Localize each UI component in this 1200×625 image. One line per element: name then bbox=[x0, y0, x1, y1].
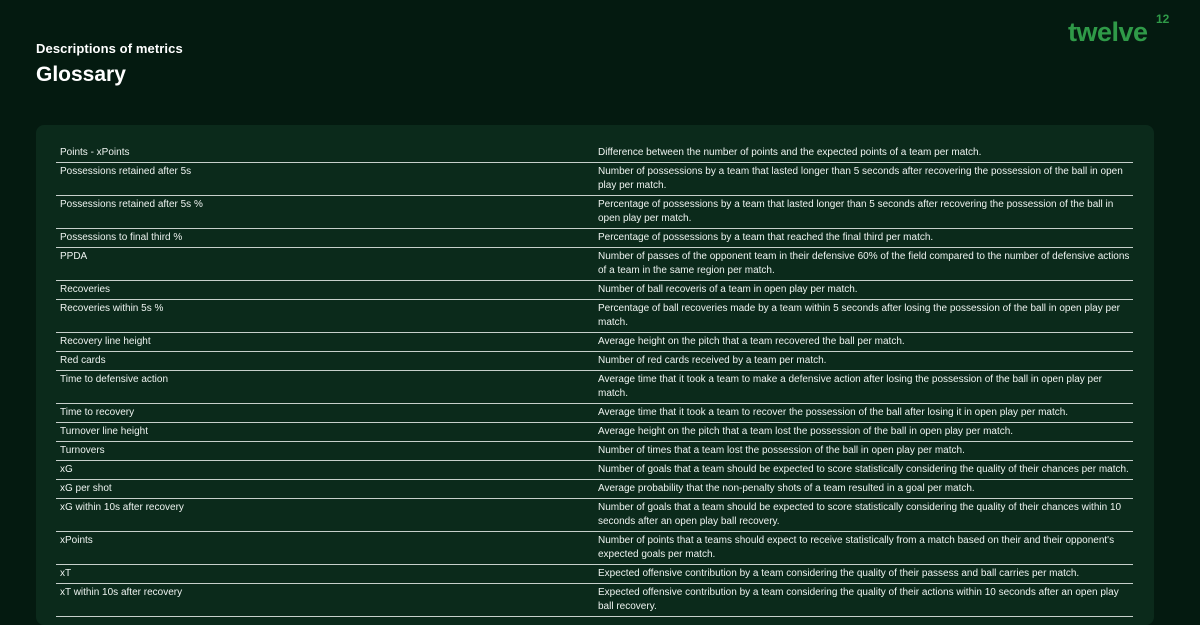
glossary-row bbox=[56, 281, 1133, 300]
metric-term: xT within 10s after recovery bbox=[60, 587, 183, 598]
metric-description: Average time that it took a team to make a defensive action after losing the possession of the ball in open play per match. bbox=[598, 374, 1103, 399]
metric-term: Possessions to final third % bbox=[60, 232, 183, 243]
metric-term: Recoveries within 5s % bbox=[60, 303, 164, 314]
glossary-row bbox=[56, 442, 1133, 461]
metric-description: Average height on the pitch that a team lost the possession of the ball in open play per match. bbox=[598, 426, 1014, 437]
metric-term: Possessions retained after 5s bbox=[60, 166, 192, 177]
metric-description: Number of times that a team lost the possession of the ball in open play per match. bbox=[598, 445, 965, 456]
glossary-row bbox=[56, 300, 1133, 333]
metric-term: Red cards bbox=[60, 355, 106, 366]
glossary-row bbox=[56, 480, 1133, 499]
metric-term: Points - xPoints bbox=[60, 147, 130, 158]
metric-description: Number of goals that a team should be expected to score statistically considering the quality of their chances per match. bbox=[598, 464, 1129, 475]
glossary-row bbox=[56, 229, 1133, 248]
page-subtitle: Descriptions of metrics bbox=[36, 41, 183, 56]
metric-term: Turnovers bbox=[60, 445, 105, 456]
page-title: Glossary bbox=[36, 63, 126, 86]
glossary-row bbox=[56, 404, 1133, 423]
metric-term: PPDA bbox=[60, 251, 88, 262]
metric-term: Recovery line height bbox=[60, 336, 151, 347]
metric-term: Time to recovery bbox=[60, 407, 135, 418]
metric-term: Turnover line height bbox=[60, 426, 149, 437]
logo-wordmark: twelve bbox=[1068, 17, 1148, 47]
glossary-row bbox=[56, 461, 1133, 480]
metric-description: Average height on the pitch that a team recovered the ball per match. bbox=[598, 336, 905, 347]
metric-term: Possessions retained after 5s % bbox=[60, 199, 203, 210]
glossary-row bbox=[56, 144, 1133, 163]
metric-description: Expected offensive contribution by a team considering the quality of their passess and ball carries per match. bbox=[598, 568, 1080, 579]
metric-term: xG within 10s after recovery bbox=[60, 502, 184, 513]
metric-description: Percentage of possessions by a team that lasted longer than 5 seconds after recovering the possession of the ball in open play per match. bbox=[598, 199, 1114, 224]
metric-description: Number of passes of the opponent team in their defensive 60% of the field compared to the number of defensive actions of a team in the same region per match. bbox=[598, 251, 1130, 276]
metric-description: Number of points that a teams should expect to receive statistically from a match based on their and their opponent's expected goals per match. bbox=[598, 535, 1115, 560]
metric-description: Average time that it took a team to recover the possession of the ball after losing it in open play per match. bbox=[598, 407, 1069, 418]
metric-description: Average probability that the non-penalty shots of a team resulted in a goal per match. bbox=[598, 483, 975, 494]
glossary-row bbox=[56, 196, 1133, 229]
glossary-card bbox=[36, 125, 1154, 625]
metric-term: xG per shot bbox=[60, 483, 112, 494]
glossary-row bbox=[56, 333, 1133, 352]
glossary-row bbox=[56, 532, 1133, 565]
metric-description: Number of possessions by a team that lasted longer than 5 seconds after recovering the possession of the ball in open play per match. bbox=[598, 166, 1123, 191]
metric-description: Difference between the number of points and the expected points of a team per match. bbox=[598, 147, 982, 158]
glossary-row bbox=[56, 163, 1133, 196]
brand-logo bbox=[1068, 12, 1174, 48]
metric-description: Percentage of ball recoveries made by a team within 5 seconds after losing the possession of the ball in open play per match. bbox=[598, 303, 1120, 328]
metric-term: Recoveries bbox=[60, 284, 111, 295]
metric-term: xG bbox=[60, 464, 73, 475]
metric-description: Number of ball recoveris of a team in open play per match. bbox=[598, 284, 858, 295]
glossary-row bbox=[56, 584, 1133, 617]
metric-description: Percentage of possessions by a team that reached the final third per match. bbox=[598, 232, 934, 243]
glossary-table bbox=[56, 144, 1133, 617]
glossary-row bbox=[56, 352, 1133, 371]
glossary-row bbox=[56, 499, 1133, 532]
glossary-row bbox=[56, 371, 1133, 404]
metric-term: xT bbox=[60, 568, 72, 579]
metric-term: Time to defensive action bbox=[60, 374, 169, 385]
logo-superscript: 12 bbox=[1156, 12, 1170, 26]
metric-description: Number of goals that a team should be expected to score statistically considering the quality of their chances within 10 seconds after an open play ball recovery. bbox=[598, 502, 1122, 527]
glossary-row bbox=[56, 248, 1133, 281]
metric-term: xPoints bbox=[60, 535, 93, 546]
glossary-row bbox=[56, 423, 1133, 442]
metric-description: Number of red cards received by a team per match. bbox=[598, 355, 827, 366]
glossary-row bbox=[56, 565, 1133, 584]
metric-description: Expected offensive contribution by a team considering the quality of their actions within 10 seconds after an open play ball recovery. bbox=[598, 587, 1119, 612]
